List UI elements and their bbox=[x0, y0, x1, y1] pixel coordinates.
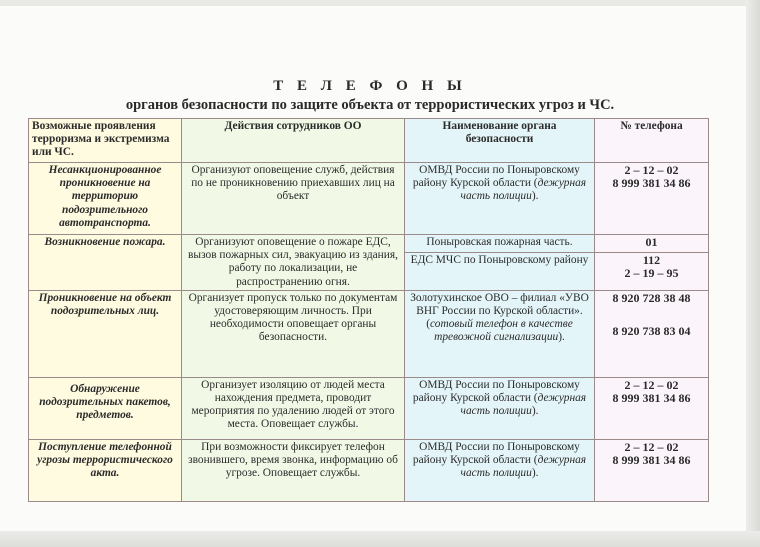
agency-cell: ЕДС МЧС по Поныровскому району bbox=[405, 253, 595, 291]
agency-name: ОМВД России по Поныровскому району Курской области ( bbox=[412, 440, 580, 467]
agency-cell bbox=[405, 377, 595, 439]
agency-cell bbox=[405, 163, 595, 235]
table-row bbox=[29, 163, 709, 235]
phone-number: 2 – 12 – 02 bbox=[624, 439, 679, 454]
agency-name: ОМВД России по Поныровскому району Курской области ( bbox=[412, 164, 580, 190]
agency-note: дежурная часть полиции bbox=[460, 392, 587, 418]
phone-cell bbox=[595, 290, 709, 377]
phone-cell bbox=[595, 439, 709, 501]
document-title: Т Е Л Е Ф О Н Ы bbox=[273, 78, 467, 94]
document-subtitle: органов безопасности по защите объекта от террористических угроз и ЧС. bbox=[125, 97, 615, 113]
threat-cell: Возникновение пожара. bbox=[29, 235, 182, 291]
phone-number: 2 – 19 – 95 bbox=[624, 266, 679, 281]
agency-name: Золотухинское ОВО – филиал «УВО ВНГ России по Курской области». bbox=[410, 291, 589, 318]
threat-cell: Проникновение на объект подозрительных лиц. bbox=[29, 290, 182, 377]
agency-cell: Поныровская пожарная часть. bbox=[405, 235, 595, 253]
actions-cell: Организует изоляцию от людей места нахождения предмета, проводит мероприятия по удалению людей от этого места. Оповещает службы. bbox=[182, 377, 405, 439]
phone-number: 8 999 381 34 86 bbox=[612, 453, 691, 468]
phone-number: 8 999 381 34 86 bbox=[612, 176, 691, 191]
table-row bbox=[29, 377, 709, 439]
phone-number: 2 – 12 – 02 bbox=[624, 377, 679, 392]
header-threat: Возможные проявления терроризма и экстремизма или ЧС. bbox=[29, 119, 182, 163]
table-row bbox=[29, 439, 709, 501]
table-row bbox=[29, 290, 709, 377]
phone-number: 2 – 12 – 02 bbox=[624, 163, 679, 177]
table-row bbox=[29, 235, 709, 253]
phone-number: 8 920 738 83 04 bbox=[612, 324, 691, 339]
table-header-row bbox=[29, 119, 709, 163]
phone-cell bbox=[595, 253, 709, 291]
threat-cell bbox=[29, 377, 182, 439]
security-contacts-table bbox=[28, 118, 709, 502]
agency-end: ). bbox=[531, 467, 539, 480]
agency-end: ). bbox=[531, 190, 539, 203]
scan-edge-right bbox=[746, 0, 760, 547]
phone-cell: 01 bbox=[595, 235, 709, 253]
phone-cell bbox=[595, 377, 709, 439]
actions-cell: Организует пропуск только по документам удостоверяющим личность. При необходимости оповещает органы безопасности. bbox=[182, 290, 405, 377]
phone-number: 112 bbox=[642, 253, 661, 268]
phone-number: 8 920 728 38 48 bbox=[612, 290, 691, 305]
agency-cell: Золотухинское ОВО – филиал «УВО ВНГ России по Курской области». (сотовый телефон в качестве тревожной сигнализации). bbox=[405, 290, 595, 377]
agency-cell bbox=[405, 439, 595, 501]
actions-cell: Организуют оповещение служб, действия по не проникновению приехавших лиц на объект bbox=[182, 163, 405, 235]
threat-cell: Несанкционированное проникновение на территорию подозрительного автотранспорта. bbox=[29, 163, 182, 235]
header-agency: Наименование органа безопасности bbox=[405, 119, 595, 163]
header-phone: № телефона bbox=[595, 119, 709, 163]
agency-name: ОМВД России по Поныровскому району Курской области ( bbox=[412, 378, 580, 405]
agency-note: сотовый телефон в качестве тревожной сигнализации bbox=[430, 318, 573, 344]
agency-end: ). bbox=[531, 405, 539, 418]
actions-cell: При возможности фиксирует телефон звонившего, время звонка, информацию об угрозе. Оповещает службы. bbox=[182, 439, 405, 501]
agency-note: дежурная часть полиции bbox=[460, 454, 587, 480]
scan-edge-top bbox=[0, 0, 760, 6]
scan-edge-bottom bbox=[0, 531, 760, 547]
agency-note: дежурная часть полиции bbox=[460, 177, 587, 203]
threat-text: Обнаружение подозрительных пакетов, предметов. bbox=[39, 382, 171, 422]
actions-cell: Организуют оповещение о пожаре ЕДС, вызов пожарных сил, эвакуацию из здания, работу по локализации, не распространению огня. bbox=[182, 235, 405, 291]
phone-cell bbox=[595, 163, 709, 235]
threat-cell: Поступление телефонной угрозы террористического акта. bbox=[29, 439, 182, 501]
header-actions: Действия сотрудников ОО bbox=[182, 119, 405, 163]
phone-number: 8 999 381 34 86 bbox=[612, 391, 691, 406]
